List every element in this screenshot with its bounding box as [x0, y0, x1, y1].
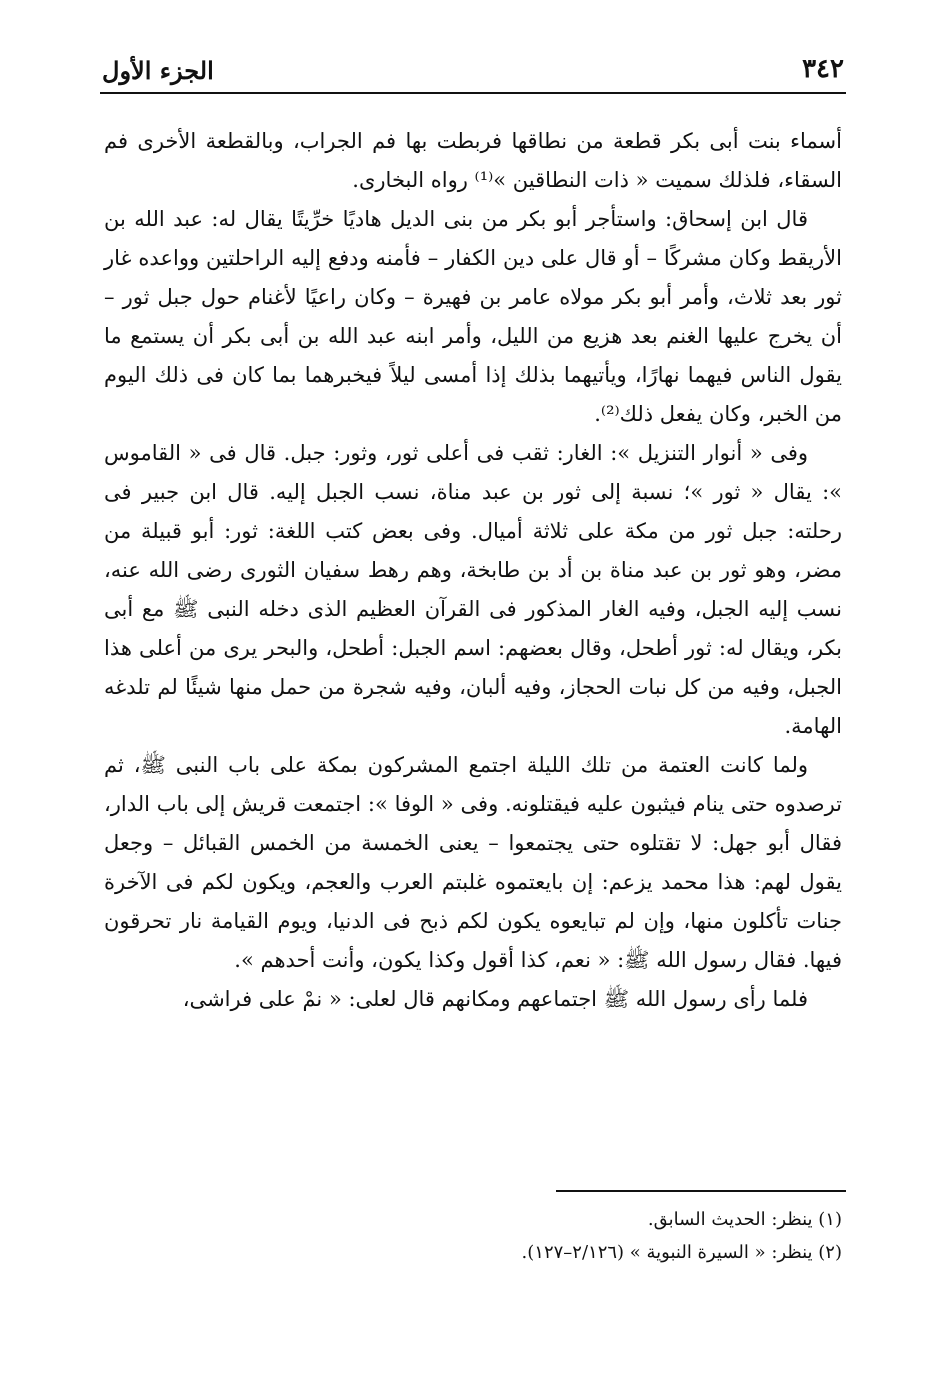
footnote-divider: [556, 1190, 846, 1192]
main-text: [104, 122, 842, 1019]
paragraph: قال ابن إسحاق: واستأجر أبو بكر من بنى الديل هاديًا خرِّيتًا يقال له: عبد الله بن الأريقط وكان مشركًا – أو قال على دين الكفار – فأمنه ودفع إليه الراحلتين وواعده غار ثور بعد ثلاث، وأمر أبو بكر مولاه عامر بن فهيرة – وكان راعيًا لأغنام حول جبل ثور – أن يخرج عليها الغنم بعد هزيع من الليل، وأمر ابنه عبد الله بن أبى بكر أن يستمع ما يقول الناس فيهما نهارًا، ويأتيهما بذلك إذا أمسى ليلاً فيخبرهما بما كان فى ذلك اليوم من الخبر، وكان يفعل ذلك⁽²⁾.: [104, 207, 842, 426]
page-number: ٣٤٢: [802, 54, 844, 84]
paragraph: وفى « أنوار التنزيل »: الغار: ثقب فى أعلى ثور، وثور: جبل. قال فى « القاموس »: يقال « ثور »؛ نسبة إلى ثور بن عبد مناة، نسب الجبل إليه. قال ابن جبير فى رحلته: جبل ثور من مكة على ثلاثة أميال. وفى بعض كتب اللغة: ثور: أبو قبيلة من مضر، وهو ثور بن عبد مناة بن أد بن طابخة، وهم رهط سفيان الثورى رضى الله عنه، نسب إليه الجبل، وفيه الغار المذكور فى القرآن العظيم الذى دخله النبى ﷺ مع أبى بكر، ويقال له: ثور أطحل، وقال بعضهم: اسم الجبل: أطحل، والبحر يرى من أعلى هذا الجبل، وفيه من كل نبات الحجاز، وفيه ألبان، وفيه شجرة من حمل منها شيئًا لم تلدغه الهامة.: [104, 441, 842, 738]
footnotes: [104, 1203, 842, 1269]
paragraph: أسماء بنت أبى بكر قطعة من نطاقها فربطت بها فم الجراب، وبالقطعة الأخرى فم السقاء، فلذلك سميت « ذات النطاقين »⁽¹⁾ رواه البخارى.: [104, 129, 842, 192]
page-header: [100, 50, 846, 94]
footnote: (٢) ينظر: « السيرة النبوية » (٢/١٢٦–١٢٧).: [521, 1242, 842, 1263]
paragraph: ولما كانت العتمة من تلك الليلة اجتمع المشركون بمكة على باب النبى ﷺ، ثم ترصدوه حتى ينام فيثبون عليه فيقتلونه. وفى « الوفا »: اجتمعت قريش إلى باب الدار، فقال أبو جهل: لا تقتلوه حتى يجتمعوا – يعنى الخمسة من الخمس القبائل – وجعل يقول لهم: هذا محمد يزعم: إن بايعتموه غلبتم العرب والعجم، ويكون لكم فى الآخرة جنات تأكلون منها، وإن لم تبايعوه يكون لكم ذبح فى الدنيا، ويوم القيامة نار تحرقون فيها. فقال رسول الله ﷺ: « نعم، كذا أقول وكذا يكون، وأنت أحدهم ».: [104, 753, 842, 972]
running-title: الجزء الأول: [102, 56, 214, 85]
footnote: (١) ينظر: الحديث السابق.: [647, 1209, 842, 1230]
paragraph: فلما رأى رسول الله ﷺ اجتماعهم ومكانهم قال لعلى: « نمْ على فراشى،: [182, 987, 808, 1011]
